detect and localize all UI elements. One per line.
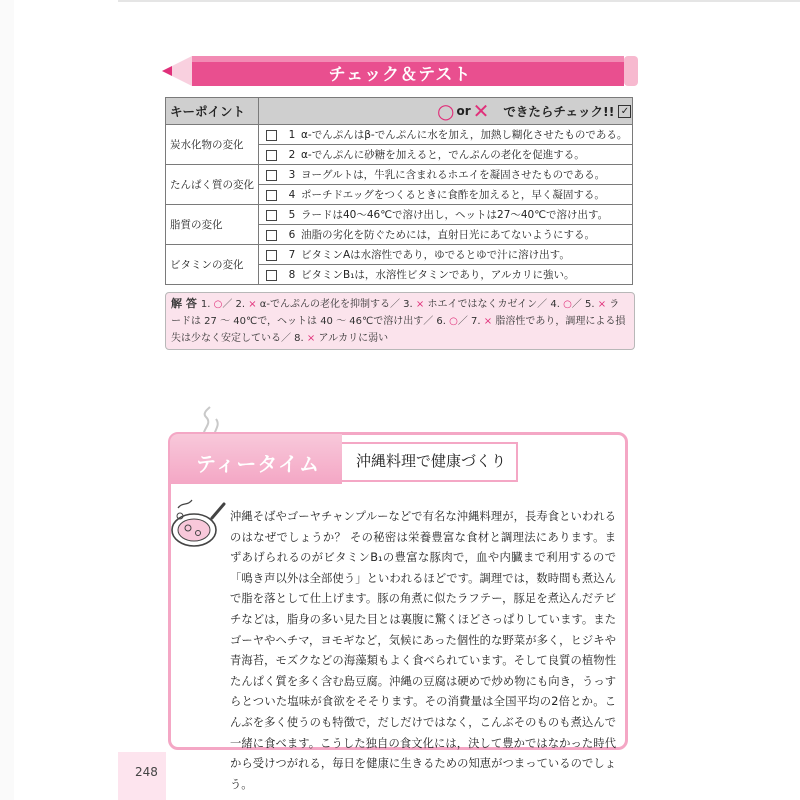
checkbox[interactable] (266, 130, 277, 141)
circle-mark-icon: ○ (437, 99, 455, 123)
category-cell: 炭水化物の変化 (166, 125, 259, 165)
answer-text: α-でんぷんの老化を抑制する／ 3. (256, 299, 416, 310)
item-text: ポーチドエッグをつくるときに食酢を加えると，早く凝固する。 (301, 189, 605, 201)
item-number: 3 (288, 169, 296, 181)
table-row (259, 185, 633, 205)
page-title: チェック＆テスト (328, 65, 472, 85)
item-number: 8 (288, 269, 296, 281)
item-number: 4 (288, 189, 296, 201)
check-instruction: できたらチェック!! (503, 104, 615, 119)
item-number: 6 (288, 229, 296, 241)
cooking-pan-icon (168, 494, 226, 550)
item-number: 2 (288, 149, 296, 161)
item-number: 5 (288, 209, 296, 221)
item-text: ヨーグルトは，牛乳に含まれるホエイを凝固させたものである。 (301, 169, 606, 181)
answer-text: ホエイではなくカゼイン／ 4. (424, 299, 564, 310)
cross-mark-icon: × (483, 316, 493, 327)
checkbox[interactable] (266, 230, 277, 241)
page-gutter (0, 0, 14, 800)
tea-time-title: ティータイム (196, 452, 320, 476)
top-rule (118, 0, 800, 2)
checkbox[interactable] (266, 170, 277, 181)
legend-header (259, 98, 633, 125)
category-cell: ビタミンの変化 (166, 245, 259, 285)
page-number: 248 (135, 765, 158, 779)
table-row (259, 165, 633, 185)
answer-text: ／ 7. (457, 316, 484, 327)
circle-mark-icon: ○ (449, 316, 458, 327)
keypoint-column-header: キーポイント (166, 98, 259, 125)
or-label: or (456, 104, 471, 118)
item-text: α-でんぷんに砂糖を加えると，でんぷんの老化を促進する。 (301, 149, 585, 161)
circle-mark-icon: ○ (213, 299, 223, 310)
answer-text: 脂溶性であり，調理による損失は少なく安定している／ 8. (171, 316, 626, 344)
tea-body-text: 沖縄そばやゴーヤチャンプルーなどで有名な沖縄料理が，長寿食といわれるのはなぜでしょうか？ その秘密は栄養豊富な食材と調理法にあります。まずあげられるのがビタミンB₁の豊富な豚肉で，血や内臓まで利用するので「鳴き声以外は全部使う」といわれるほどです。調理では，数時間も煮込んで脂を落として仕上げます。豚の角煮に似たラフテー，豚足を煮込んだテビチなどは，脂身の多い見た目とは裏腹に驚くほどさっぱりしています。またゴーヤやヘチマ，ヨモギなど，気候にあった個性的な野菜が多く，ヒジキや青海苔，モズクなどの海藻類もよく食べられています。そして良質の植物性たんぱく質を多く含む島豆腐。沖縄の豆腐は硬めで炒め物にも向き，うっすらとついた塩味が食欲をそそります。その消費量は全国平均の2倍とか。こんぶを多く使うのも特徴で，だしだけではなく，こんぶそのものも煮込んで一緒に食べます。こうした独自の食文化には，決して豊かではなかった時代から受けつがれる，毎日を健康に生きるための知恵がつまっているのでしょう。 (230, 510, 616, 791)
checkbox[interactable] (266, 150, 277, 161)
checkbox[interactable] (266, 250, 277, 261)
category-cell: たんぱく質の変化 (166, 165, 259, 205)
item-text: α-でんぷんはβ-でんぷんに水を加え，加熱し糊化させたものである。 (301, 129, 628, 141)
item-number: 7 (288, 249, 296, 261)
checkbox[interactable] (266, 190, 277, 201)
cross-mark-icon: × (306, 333, 316, 344)
category-cell: 脂質の変化 (166, 205, 259, 245)
answer-text: ／ 5. (571, 299, 598, 310)
table-row (259, 145, 633, 165)
answer-text: 1. (200, 299, 214, 310)
answer-box (165, 292, 635, 350)
circle-mark-icon: ○ (563, 299, 572, 310)
checkmark-icon: ✓ (618, 105, 631, 118)
item-text: ラードは40～46℃で溶け出し，ヘットは27～40℃で溶け出す。 (301, 209, 609, 221)
checkbox[interactable] (266, 210, 277, 221)
cross-mark-icon: ✕ (472, 99, 490, 123)
table-row (259, 205, 633, 225)
table-row (259, 125, 633, 145)
cross-mark-icon: × (597, 299, 607, 310)
checkbox[interactable] (266, 270, 277, 281)
table-row (259, 265, 633, 285)
cross-mark-icon: × (415, 299, 425, 310)
table-row (259, 245, 633, 265)
check-test-table (165, 97, 633, 285)
item-text: ビタミンAは水溶性であり，ゆでるとゆで汁に溶け出す。 (301, 249, 570, 261)
tea-heading: 沖縄料理で健康づくり (356, 452, 507, 470)
cross-mark-icon: × (248, 299, 257, 310)
answer-text: ラードは 27 ～ 40℃で，ヘットは 40 ～ 46℃で溶け出す／ 6. (171, 299, 620, 327)
answer-text: アルカリに弱い (315, 333, 389, 344)
table-row (259, 225, 633, 245)
item-number: 1 (288, 129, 296, 141)
item-text: ビタミンB₁は，水溶性ビタミンであり，アルカリに強い。 (301, 269, 575, 281)
item-text: 油脂の劣化を防ぐためには，直射日光にあてないようにする。 (301, 229, 595, 241)
answer-text: ／ 2. (222, 299, 249, 310)
answer-label: 解 答 (171, 297, 197, 310)
